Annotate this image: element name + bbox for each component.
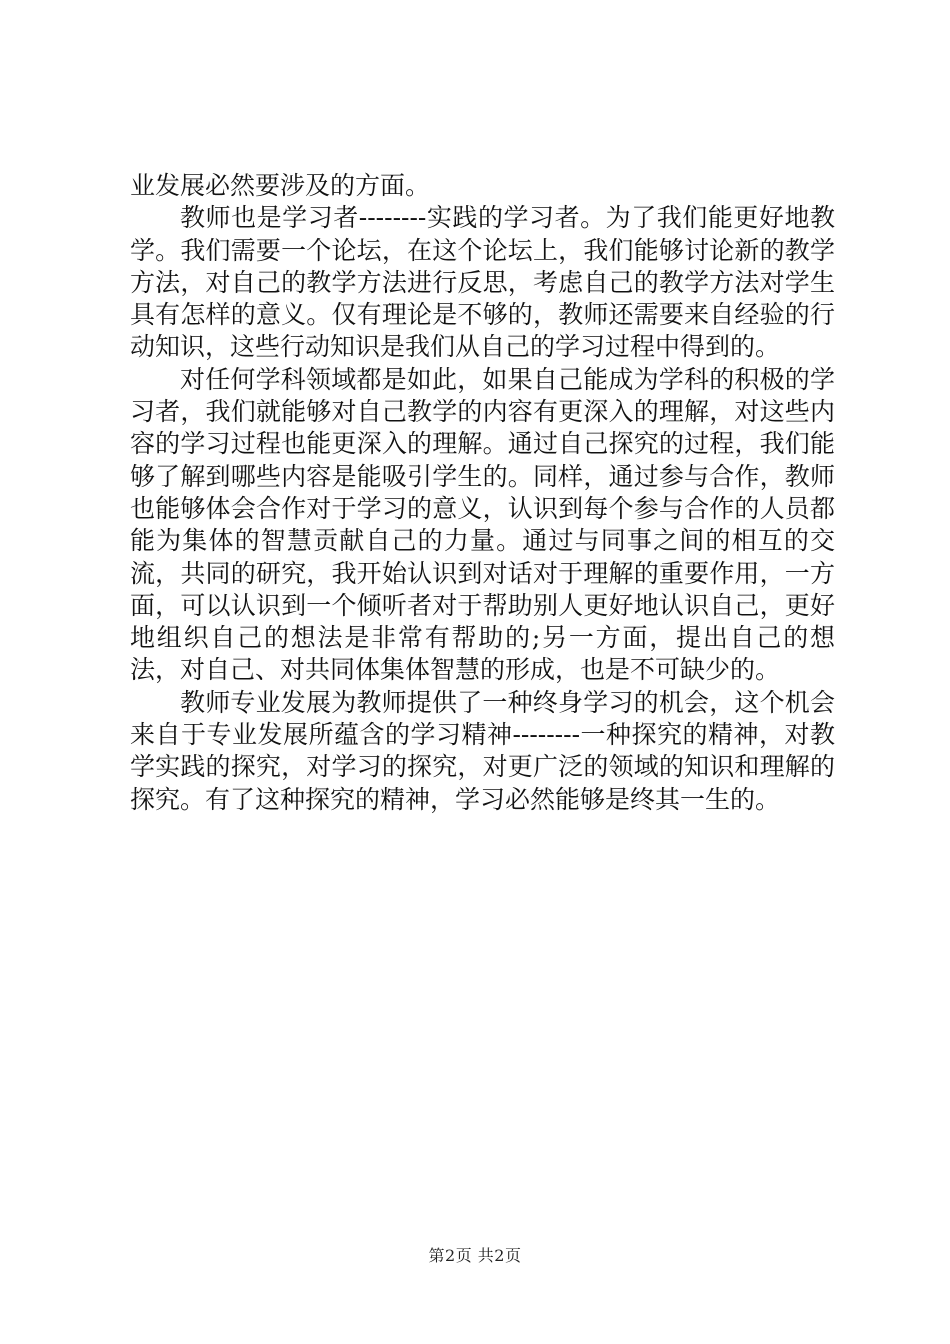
document-body — [130, 170, 835, 816]
paragraph-1: 业发展必然要涉及的方面。 — [130, 171, 431, 200]
page-number-footer: 第2页 共2页 — [428, 1246, 522, 1265]
paragraph-3: 对任何学科领域都是如此，如果自己能成为学科的积极的学习者，我们就能够对自己教学的内容有更深入的理解，对这些内容的学习过程也能更深入的理解。通过自己探究的过程，我们能够了解到哪些内容是能吸引学生的。同样，通过参与合作，教师也能够体会合作对于学习的意义，认识到每个参与合作的人员都能为集体的智慧贡献自己的力量。通过与同事之间的相互的交流，共同的研究，我开始认识到对话对于理解的重要作用，一方面，可以认识到一个倾听者对于帮助别人更好地认识自己，更好地组织自己的想法是非常有帮助的;另一方面，提出自己的想法，对自己、对共同体集体智慧的形成，也是不可缺少的。 — [130, 364, 835, 685]
paragraph-2: 教师也是学习者--------实践的学习者。为了我们能更好地教学。我们需要一个论坛，在这个论坛上，我们能够讨论新的教学方法，对自己的教学方法进行反思，考虑自己的教学方法对学生具有怎样的意义。仅有理论是不够的，教师还需要来自经验的行动知识，这些行动知识是我们从自己的学习过程中得到的。 — [130, 203, 835, 362]
paragraph-4: 教师专业发展为教师提供了一种终身学习的机会，这个机会来自于专业发展所蕴含的学习精神--------一种探究的精神，对教学实践的探究，对学习的探究，对更广泛的领域的知识和理解的探究。有了这种探究的精神，学习必然能够是终其一生的。 — [130, 687, 835, 814]
